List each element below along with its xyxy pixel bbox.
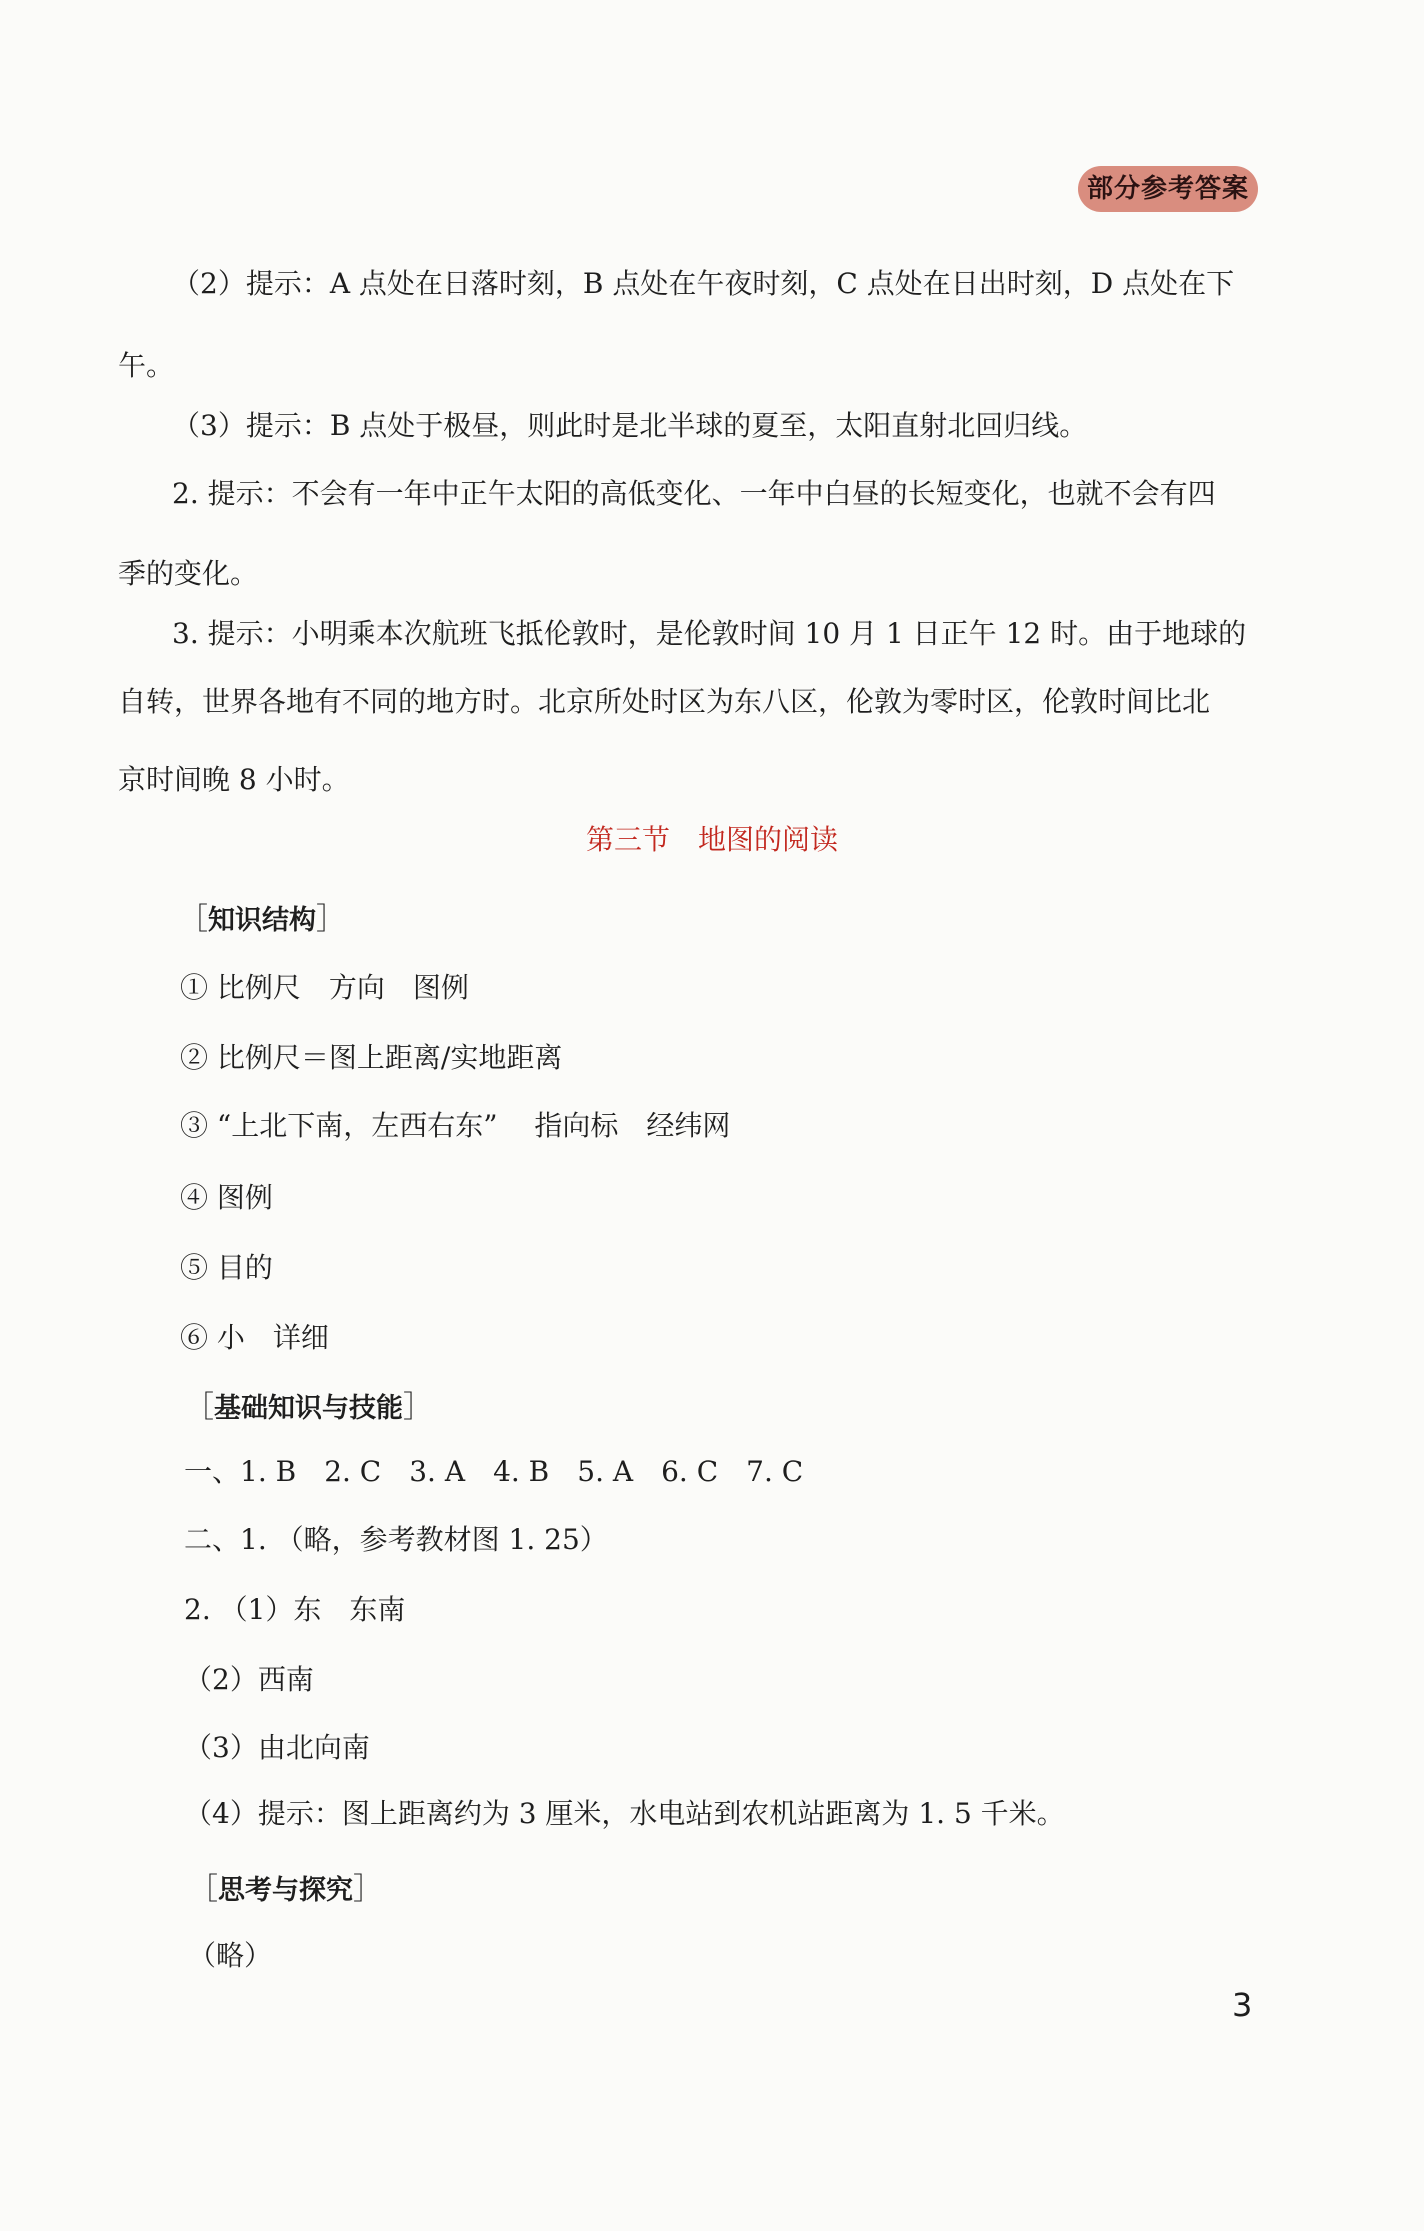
answer-1-3: （3）提示：B 点处于极昼，则此时是北半球的夏至，太阳直射北回归线。 bbox=[172, 409, 1088, 442]
answer-3-line-3: 京时间晚 8 小时。 bbox=[118, 763, 350, 796]
knowledge-item: ③ “上北下南，左西右东” 指向标 经纬网 bbox=[180, 1109, 731, 1142]
basics-line: 二、1. （略，参考教材图 1. 25） bbox=[184, 1523, 608, 1556]
knowledge-item: ① 比例尺 方向 图例 bbox=[180, 971, 469, 1004]
answer-3-line-1: 3. 提示：小明乘本次航班飞抵伦敦时，是伦敦时间 10 月 1 日正午 12 时。由于地球的 bbox=[172, 617, 1247, 650]
basics-line: （2）西南 bbox=[184, 1663, 314, 1696]
right-bracket: ］ bbox=[403, 1390, 433, 1425]
basics-line: （4）提示：图上距离约为 3 厘米，水电站到农机站距离为 1. 5 千米。 bbox=[184, 1797, 1065, 1830]
right-bracket: ］ bbox=[353, 1872, 383, 1907]
basics-line: 一、1. B 2. C 3. A 4. B 5. A 6. C 7. C bbox=[184, 1455, 804, 1488]
left-bracket: ［ bbox=[184, 1390, 214, 1425]
thinking-label: 思考与探究 bbox=[218, 1875, 353, 1906]
answer-2-line-2: 季的变化。 bbox=[118, 557, 259, 590]
basics-line: 2. （1）东 东南 bbox=[184, 1593, 406, 1626]
answer-1-2-line-2: 午。 bbox=[118, 349, 175, 382]
answer-2-line-1: 2. 提示：不会有一年中正午太阳的高低变化、一年中白昼的长短变化，也就不会有四 bbox=[172, 477, 1216, 510]
left-bracket: ［ bbox=[188, 1872, 218, 1907]
answer-3-line-2: 自转，世界各地有不同的地方时。北京所处时区为东八区，伦敦为零时区，伦敦时间比北 bbox=[118, 685, 1211, 718]
knowledge-item: ⑤ 目的 bbox=[180, 1251, 273, 1284]
knowledge-item: ⑥ 小 详细 bbox=[180, 1321, 329, 1354]
basics-line: （3）由北向南 bbox=[184, 1731, 370, 1764]
knowledge-item: ④ 图例 bbox=[180, 1181, 273, 1214]
right-bracket: ］ bbox=[316, 902, 346, 937]
thinking-answer: （略） bbox=[188, 1939, 273, 1972]
answer-key-badge: 部分参考答案 bbox=[1078, 166, 1258, 212]
basics-label: 基础知识与技能 bbox=[214, 1393, 403, 1424]
thinking-heading bbox=[188, 1864, 383, 1908]
page-number: 3 bbox=[1232, 1986, 1253, 2024]
knowledge-structure-heading bbox=[178, 894, 346, 938]
answer-1-2-line-1: （2）提示：A 点处在日落时刻，B 点处在午夜时刻，C 点处在日出时刻，D 点处在下 bbox=[172, 267, 1235, 300]
knowledge-structure-label: 知识结构 bbox=[208, 905, 316, 936]
left-bracket: ［ bbox=[178, 902, 208, 937]
basics-heading bbox=[184, 1382, 433, 1426]
section-title: 第三节 地图的阅读 bbox=[585, 823, 838, 856]
knowledge-item: ② 比例尺＝图上距离/实地距离 bbox=[180, 1041, 563, 1074]
